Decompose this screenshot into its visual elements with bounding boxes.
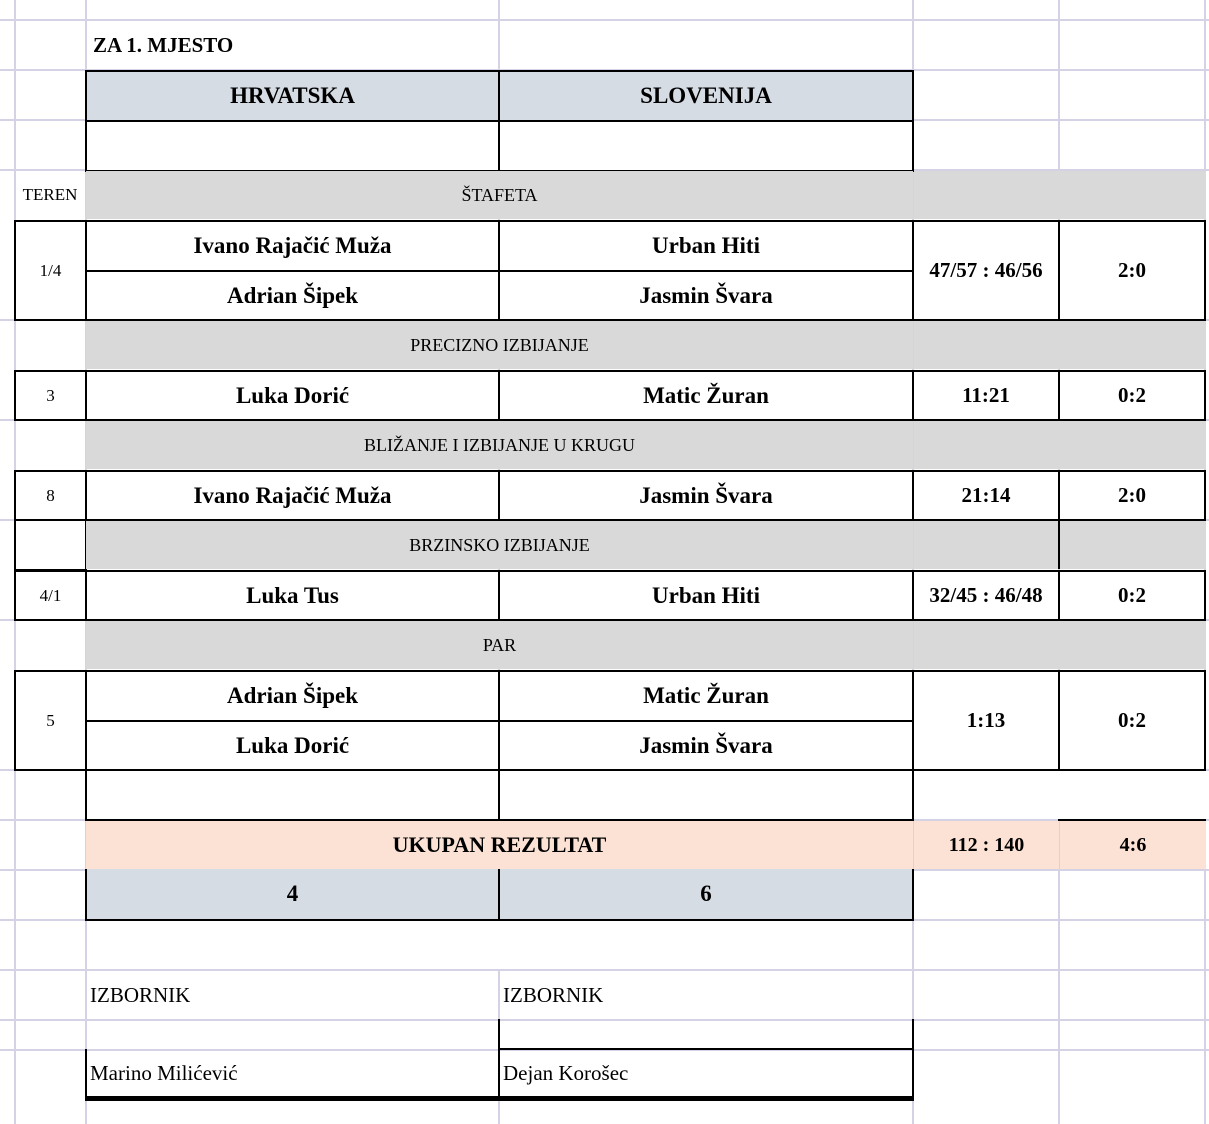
player-home: Luka Tus — [85, 570, 500, 621]
teren-cell: 8 — [14, 470, 87, 521]
result-cell: 0:2 — [1058, 370, 1206, 421]
player-away: Jasmin Švara — [498, 270, 914, 321]
coach-name-home: Marino Milićević — [87, 1051, 497, 1095]
cell-border — [1058, 521, 1060, 569]
player-home: Luka Dorić — [85, 720, 500, 771]
discipline-header: BRZINSKO IZBIJANJE — [86, 521, 913, 569]
empty-cell — [85, 769, 500, 821]
result-cell: 2:0 — [1058, 220, 1206, 321]
score-cell: 1:13 — [912, 670, 1060, 771]
player-away: Matic Žuran — [498, 670, 914, 722]
score-cell: 32/45 : 46/48 — [912, 570, 1060, 621]
player-home: Luka Dorić — [85, 370, 500, 421]
section-fill — [914, 421, 1206, 469]
result-cell: 0:2 — [1058, 670, 1206, 771]
empty-cell — [85, 120, 500, 172]
result-cell: 0:2 — [1058, 570, 1206, 621]
total-label: UKUPAN REZULTAT — [86, 821, 913, 869]
coach-label-home: IZBORNIK — [87, 971, 497, 1019]
empty-cell — [14, 519, 87, 571]
gridline — [0, 1019, 1209, 1021]
cell-border — [498, 1048, 914, 1050]
blank-area — [87, 921, 912, 969]
discipline-header: PAR — [86, 621, 913, 669]
score-cell: 11:21 — [912, 370, 1060, 421]
section-fill — [914, 171, 1206, 219]
teren-cell: 1/4 — [14, 220, 87, 321]
player-home: Ivano Rajačić Muža — [85, 470, 500, 521]
discipline-header: BLIŽANJE I IZBIJANJE U KRUGU — [86, 421, 913, 469]
player-home: Adrian Šipek — [85, 670, 500, 722]
section-fill — [914, 521, 1206, 569]
team-home-header: HRVATSKA — [85, 70, 500, 122]
team-away-header: SLOVENIJA — [498, 70, 914, 122]
discipline-header: ŠTAFETA — [86, 171, 913, 219]
total-result: 4:6 — [1060, 821, 1206, 869]
sheet-title: ZA 1. MJESTO — [93, 32, 234, 57]
empty-cell — [498, 120, 914, 172]
discipline-header: PRECIZNO IZBIJANJE — [86, 321, 913, 369]
player-away: Matic Žuran — [498, 370, 914, 421]
title-cell — [87, 21, 497, 69]
away-points: 6 — [498, 869, 914, 921]
section-fill — [914, 621, 1206, 669]
player-home: Ivano Rajačić Muža — [85, 220, 500, 272]
empty-cell — [498, 769, 914, 821]
coach-name-away: Dejan Korošec — [500, 1051, 911, 1095]
player-away: Urban Hiti — [498, 220, 914, 272]
cell-border — [912, 1019, 914, 1099]
total-score: 112 : 140 — [914, 821, 1059, 869]
teren-cell: 4/1 — [14, 570, 87, 621]
home-points: 4 — [85, 869, 500, 921]
player-away: Urban Hiti — [498, 570, 914, 621]
score-cell: 47/57 : 46/56 — [912, 220, 1060, 321]
score-cell: 21:14 — [912, 470, 1060, 521]
cell-border-thick — [85, 1096, 914, 1101]
player-home: Adrian Šipek — [85, 270, 500, 321]
teren-label: TEREN — [22, 185, 78, 204]
player-away: Jasmin Švara — [498, 470, 914, 521]
teren-cell: 3 — [14, 370, 87, 421]
result-cell: 2:0 — [1058, 470, 1206, 521]
empty-cell — [1058, 769, 1206, 821]
coach-label-away: IZBORNIK — [500, 971, 911, 1019]
section-fill — [914, 321, 1206, 369]
player-away: Jasmin Švara — [498, 720, 914, 771]
teren-cell: 5 — [14, 670, 87, 771]
